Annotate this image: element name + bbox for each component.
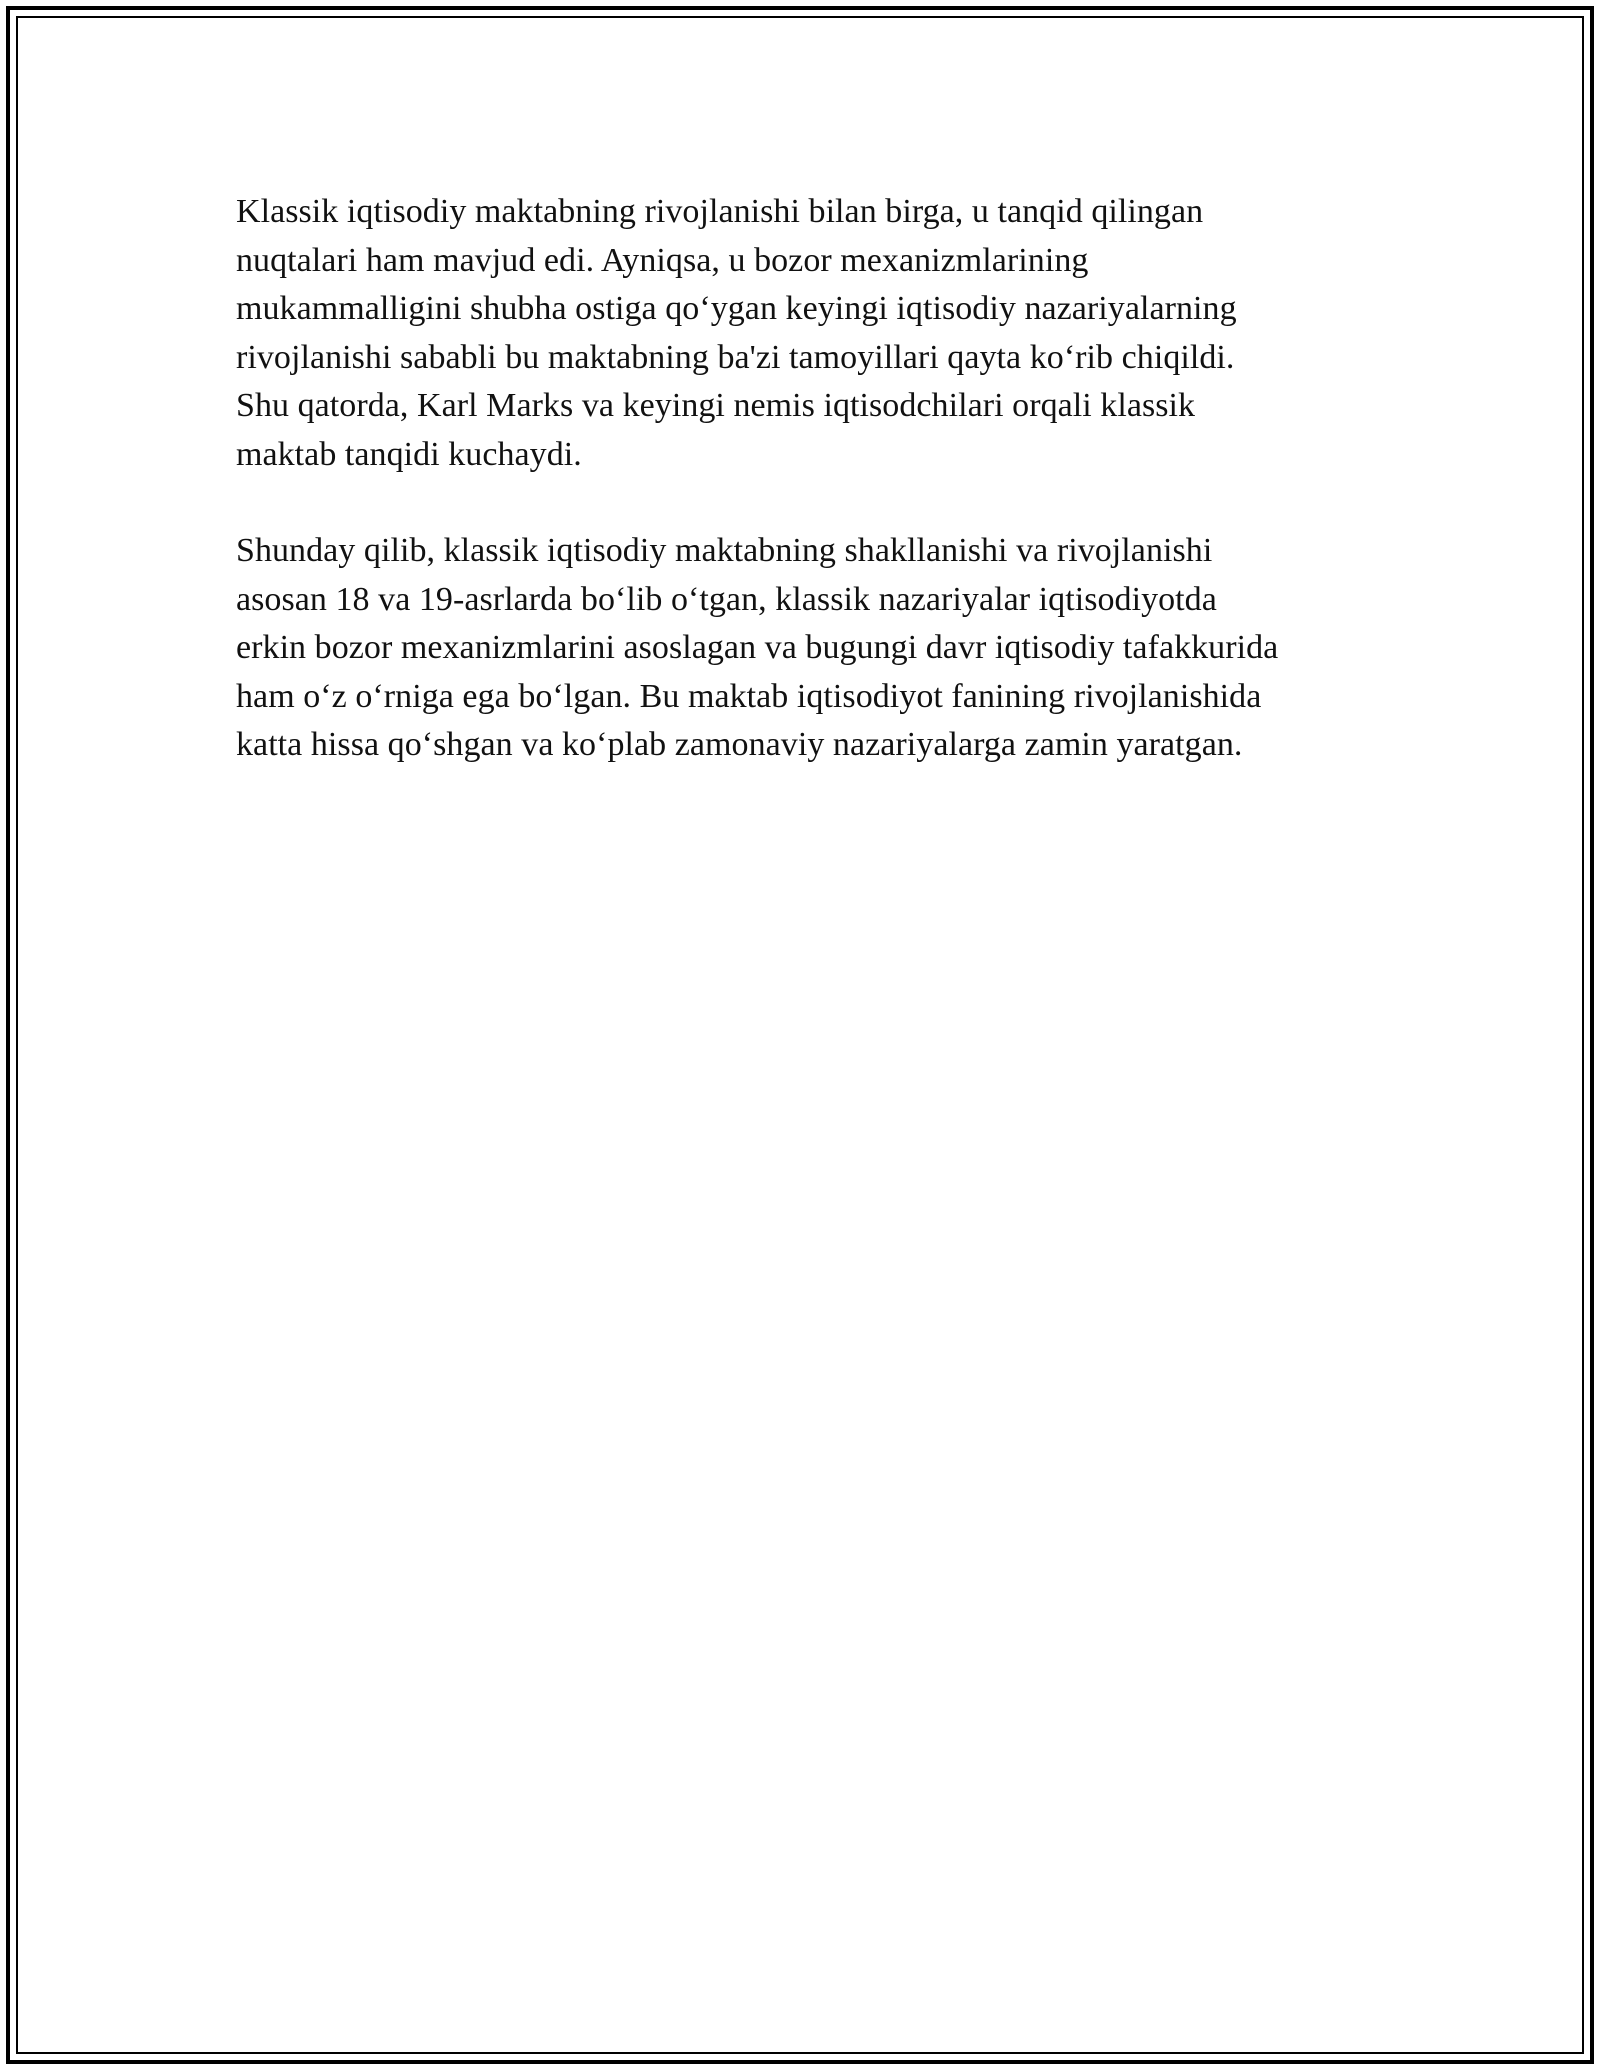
paragraph-2: Shunday qilib, klassik iqtisodiy maktabning shakllanishi va rivojlanishi asosan 18 va 19-asrlarda bo‘lib o‘tgan, klassik nazariyalar iqtisodiyotda erkin bozor mexanizmlarini asoslagan va bugungi davr iqtisodiy tafakkurida ham o‘z o‘rniga ega bo‘lgan. Bu maktab iqtisodiyot fanining rivojlanishida katta hissa qo‘shgan va ko‘plab zamonaviy nazariyalarga zamin yaratgan. xyxy=(236,532,1279,763)
paragraph-1: Klassik iqtisodiy maktabning rivojlanishi bilan birga, u tanqid qilingan nuqtalari ham mavjud edi. Ayniqsa, u bozor mexanizmlarining mukammalligini shubha ostiga qo‘ygan keyingi iqtisodiy nazariyalarning rivojlanishi sababli bu maktabning ba'zi tamoyillari qayta ko‘rib chiqildi. Shu qatorda, Karl Marks va keyingi nemis iqtisodchilari orqali klassik maktab tanqidi kuchaydi. xyxy=(236,193,1237,473)
document-body xyxy=(236,188,1396,818)
